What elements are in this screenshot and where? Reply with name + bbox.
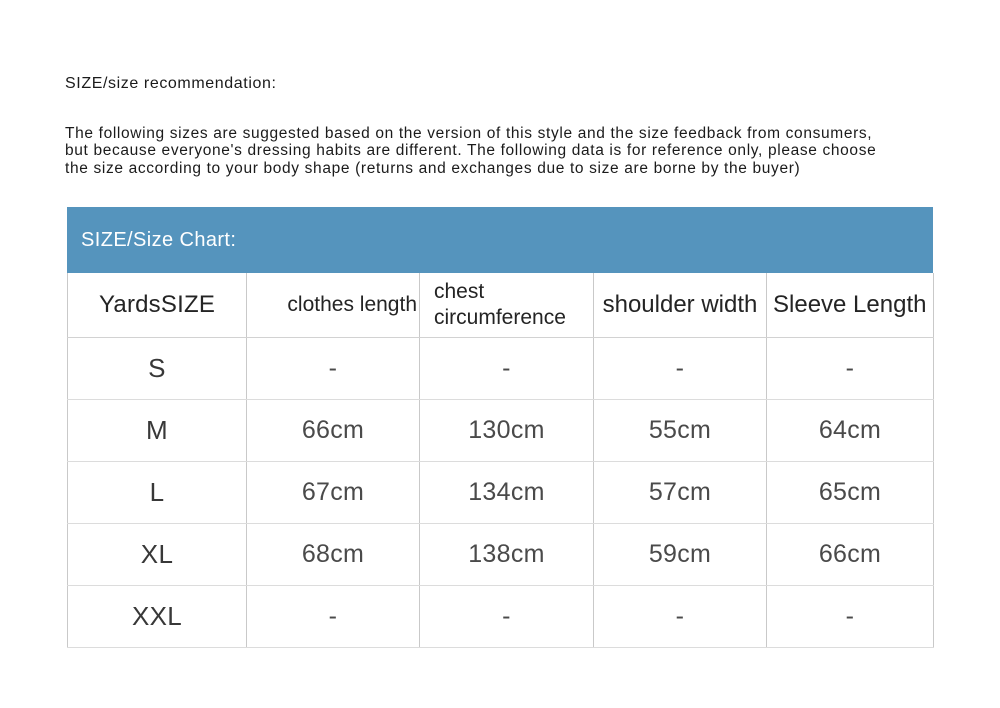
table-row-l <box>68 462 934 524</box>
value-cell: - <box>594 586 767 648</box>
value-cell: 138cm <box>420 524 594 586</box>
table-row-m <box>68 400 934 462</box>
size-cell: XXL <box>68 586 247 648</box>
description-line: The following sizes are suggested based on the version of this style and the size feedback from consumers, <box>65 125 873 142</box>
column-header-yards-size: YardsSIZE <box>68 273 247 338</box>
value-cell: 57cm <box>594 462 767 524</box>
value-cell: - <box>420 338 594 400</box>
column-header-clothes-length: clothes length <box>247 273 420 338</box>
header-row <box>68 273 934 338</box>
size-chart-table <box>67 273 934 648</box>
description-line: the size according to your body shape (returns and exchanges due to size are borne by the buyer) <box>65 159 801 177</box>
value-cell: 130cm <box>420 400 594 462</box>
value-cell: - <box>767 338 934 400</box>
value-cell: 67cm <box>247 462 420 524</box>
section-title: SIZE/size recommendation: <box>65 75 277 92</box>
table-row-xxl <box>68 586 934 648</box>
value-cell: - <box>594 338 767 400</box>
size-chart-header-label: SIZE/Size Chart: <box>81 228 237 251</box>
size-cell: XL <box>68 524 247 586</box>
value-cell: 65cm <box>767 462 934 524</box>
size-cell: M <box>68 400 247 462</box>
value-cell: 59cm <box>594 524 767 586</box>
value-cell: - <box>420 586 594 648</box>
value-cell: 66cm <box>767 524 934 586</box>
value-cell: - <box>767 586 934 648</box>
size-chart-header-bar <box>67 207 933 273</box>
value-cell: 64cm <box>767 400 934 462</box>
description-line: but because everyone's dressing habits are different. The following data is for reference only, please choose <box>65 142 877 160</box>
column-header-shoulder-width-label: shoulder width <box>602 290 758 318</box>
value-cell: 68cm <box>247 524 420 586</box>
value-cell: - <box>247 586 420 648</box>
size-description <box>65 125 876 177</box>
size-cell: L <box>68 462 247 524</box>
table-row-s <box>68 338 934 400</box>
value-cell: 66cm <box>247 400 420 462</box>
table-row-xl <box>68 524 934 586</box>
value-cell: - <box>247 338 420 400</box>
value-cell: 55cm <box>594 400 767 462</box>
column-header-sleeve-length: Sleeve Length <box>767 273 934 338</box>
column-header-chest-circumference: chest circumference <box>420 273 594 338</box>
column-header-shoulder-width <box>594 273 767 338</box>
size-cell: S <box>68 338 247 400</box>
value-cell: 134cm <box>420 462 594 524</box>
